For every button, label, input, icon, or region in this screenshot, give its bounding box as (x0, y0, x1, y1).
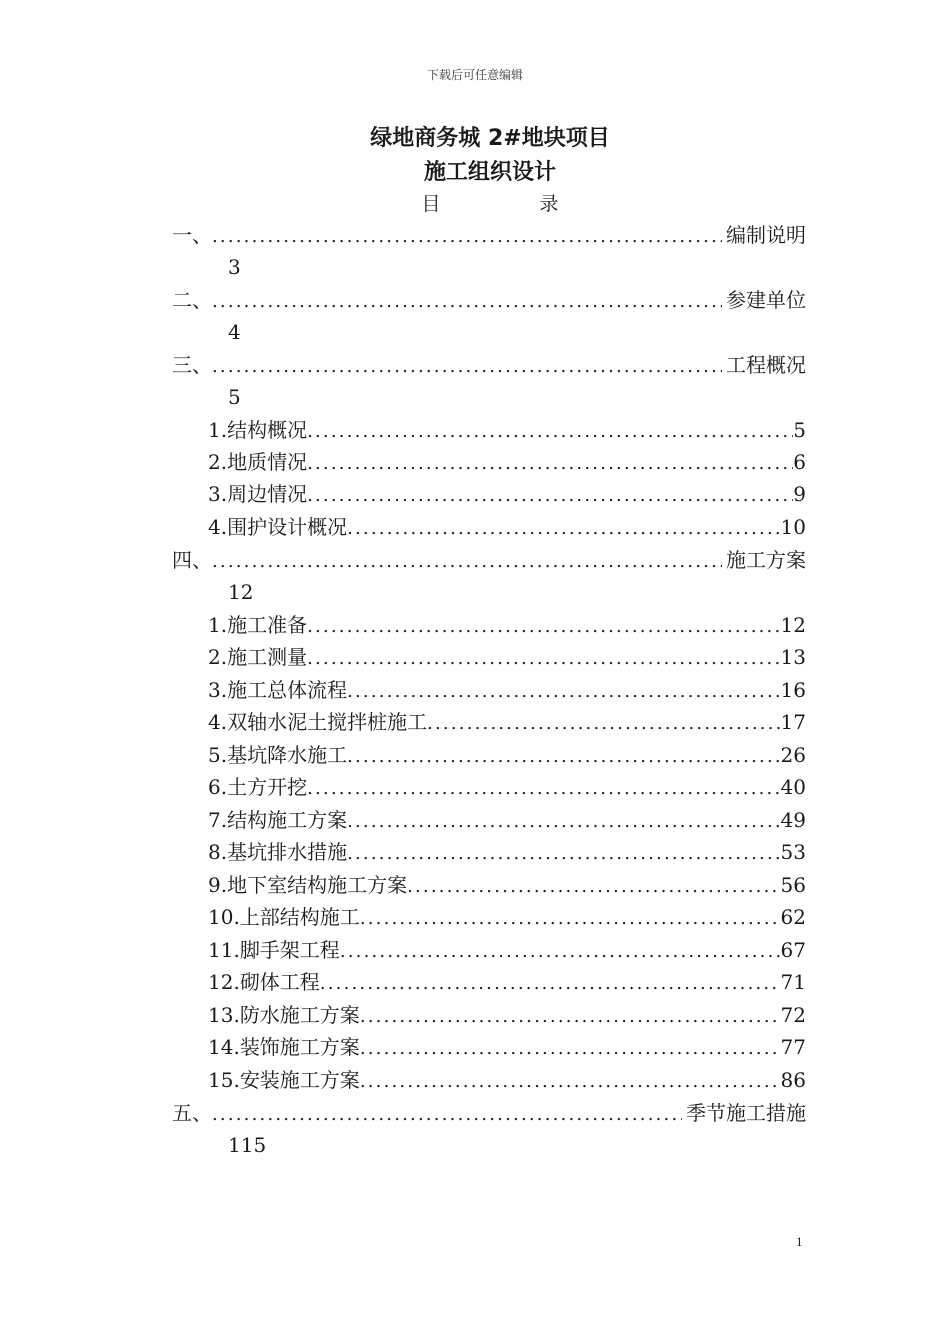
toc-heading: 目 录 (421, 193, 599, 215)
toc-section-page: 12 (228, 580, 254, 604)
toc-leader-dots (307, 643, 780, 675)
toc-section-number: 一、 (172, 223, 212, 247)
toc-item[interactable] (208, 966, 806, 998)
toc-item-page: 86 (780, 1068, 806, 1092)
toc-leader-dots (307, 480, 793, 512)
toc-leader-dots (360, 903, 781, 935)
toc-item-page: 12 (780, 613, 806, 637)
toc-section-number: 二、 (172, 288, 212, 312)
toc-leader-dots (360, 1066, 781, 1098)
toc-item-title: 双轴水泥土搅拌桩施工 (227, 710, 428, 734)
toc-item-number: 8. (208, 840, 228, 864)
toc-section-title: 施工方案 (726, 548, 806, 572)
toc-item-page: 10 (780, 515, 806, 539)
toc-leader-dots (212, 351, 722, 383)
toc-item-page: 13 (780, 645, 806, 669)
toc-section-number: 四、 (172, 548, 212, 572)
document-subtitle: 施工组织设计 (423, 160, 556, 185)
toc-item[interactable] (208, 641, 806, 673)
toc-section-4[interactable] (172, 544, 806, 576)
toc-leader-dots (320, 968, 781, 1000)
toc-item-number: 9. (208, 873, 228, 897)
toc-item-number: 15. (208, 1068, 240, 1092)
toc-item-title: 结构施工方案 (227, 808, 348, 832)
toc-leader-dots (212, 286, 722, 318)
toc-item-title: 基坑排水措施 (227, 840, 348, 864)
toc-item[interactable] (208, 1064, 806, 1096)
toc-item-title: 砌体工程 (239, 970, 320, 994)
toc-item[interactable] (208, 446, 806, 478)
toc-item-page: 26 (780, 743, 806, 767)
toc-leader-dots (347, 676, 780, 708)
toc-item[interactable] (208, 934, 806, 966)
toc-item-number: 13. (208, 1003, 240, 1027)
toc-item[interactable] (208, 836, 806, 868)
toc-item-number: 4. (208, 515, 228, 539)
toc-item[interactable] (208, 674, 806, 706)
toc-leader-dots (307, 611, 780, 643)
toc-item-title: 上部结构施工 (239, 905, 360, 929)
toc-item-number: 2. (208, 645, 228, 669)
toc-item[interactable] (208, 869, 806, 901)
toc-item-page: 9 (793, 482, 806, 506)
toc-item-number: 14. (208, 1035, 240, 1059)
toc-leader-dots (212, 546, 722, 578)
toc-item-page: 71 (780, 970, 806, 994)
toc-item-title: 施工测量 (227, 645, 308, 669)
toc-section-page: 4 (228, 320, 241, 344)
toc-item-title: 脚手架工程 (239, 938, 340, 962)
toc-item[interactable] (208, 706, 806, 738)
toc-leader-dots (340, 936, 781, 968)
toc-section-page: 5 (228, 385, 241, 409)
toc-item-page: 40 (780, 775, 806, 799)
toc-item-number: 3. (208, 482, 228, 506)
toc-leader-dots (212, 1099, 682, 1131)
toc-section-title: 参建单位 (726, 288, 806, 312)
toc-leader-dots (307, 448, 793, 480)
toc-item[interactable] (208, 414, 806, 446)
toc-leader-dots (307, 416, 793, 448)
toc-section-2[interactable] (172, 284, 806, 316)
toc-item-number: 7. (208, 808, 228, 832)
toc-item-number: 1. (208, 418, 228, 442)
toc-item-number: 12. (208, 970, 240, 994)
toc-item[interactable] (208, 804, 806, 836)
toc-item-title: 基坑降水施工 (227, 743, 348, 767)
toc-section-page: 115 (228, 1133, 267, 1157)
toc-item[interactable] (208, 739, 806, 771)
toc-item-page: 77 (780, 1035, 806, 1059)
toc-section-3[interactable] (172, 349, 806, 381)
toc-item-page: 16 (780, 678, 806, 702)
toc-item[interactable] (208, 771, 806, 803)
toc-item-title: 防水施工方案 (239, 1003, 360, 1027)
toc-leader-dots (347, 838, 780, 870)
toc-section-5[interactable] (172, 1097, 806, 1129)
toc-item[interactable] (208, 1031, 806, 1063)
toc-item[interactable] (208, 609, 806, 641)
toc-section-title: 工程概况 (726, 353, 806, 377)
toc-item-title: 围护设计概况 (227, 515, 348, 539)
toc-leader-dots (307, 773, 780, 805)
toc-leader-dots (347, 741, 780, 773)
document-title: 绿地商务城 2#地块项目 (370, 126, 610, 151)
toc-section-1[interactable] (172, 219, 806, 251)
toc-leader-dots (360, 1033, 781, 1065)
toc-section-title: 季节施工措施 (686, 1101, 806, 1125)
toc-item-page: 72 (780, 1003, 806, 1027)
toc-item-page: 6 (793, 450, 806, 474)
toc-item[interactable] (208, 511, 806, 543)
toc-item-title: 安装施工方案 (239, 1068, 360, 1092)
toc-leader-dots (347, 806, 780, 838)
toc-item-number: 3. (208, 678, 228, 702)
toc-section-page: 3 (228, 255, 241, 279)
toc-item[interactable] (208, 999, 806, 1031)
toc-item-page: 53 (780, 840, 806, 864)
toc-item-page: 5 (793, 418, 806, 442)
toc-item-number: 4. (208, 710, 228, 734)
toc-item-page: 67 (780, 938, 806, 962)
toc-item[interactable] (208, 901, 806, 933)
header-note: 下载后可任意编辑 (426, 68, 523, 82)
toc-item-number: 10. (208, 905, 240, 929)
toc-leader-dots (212, 221, 722, 253)
toc-item-number: 6. (208, 775, 228, 799)
toc-item-number: 2. (208, 450, 228, 474)
toc-leader-dots (360, 1001, 781, 1033)
toc-item-page: 56 (780, 873, 806, 897)
toc-item[interactable] (208, 478, 806, 510)
toc-section-number: 三、 (172, 353, 212, 377)
toc-item-page: 49 (780, 808, 806, 832)
toc-item-page: 17 (780, 710, 806, 734)
toc-item-title: 土方开挖 (227, 775, 308, 799)
toc-item-title: 结构概况 (227, 418, 308, 442)
toc-item-title: 施工总体流程 (227, 678, 348, 702)
toc-item-page: 62 (780, 905, 806, 929)
toc-leader-dots (427, 708, 780, 740)
toc-item-number: 11. (208, 938, 240, 962)
page-number: 1 (796, 1234, 803, 1249)
toc-item-number: 1. (208, 613, 228, 637)
toc-item-number: 5. (208, 743, 228, 767)
toc-item-title: 施工准备 (227, 613, 308, 637)
toc-item-title: 周边情况 (227, 482, 308, 506)
toc-item-title: 地质情况 (227, 450, 308, 474)
toc-item-title: 地下室结构施工方案 (227, 873, 408, 897)
toc-section-title: 编制说明 (726, 223, 806, 247)
toc-section-number: 五、 (172, 1101, 212, 1125)
toc-leader-dots (347, 513, 780, 545)
toc-item-title: 装饰施工方案 (239, 1035, 360, 1059)
toc-leader-dots (407, 871, 780, 903)
